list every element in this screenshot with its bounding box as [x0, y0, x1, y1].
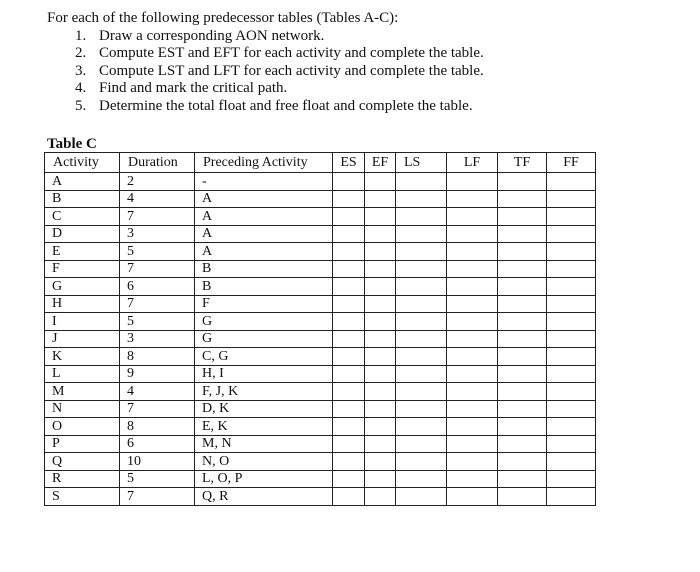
cell-ef	[365, 365, 396, 383]
cell-preceding-activity: Q, R	[195, 488, 333, 506]
table-row	[45, 243, 596, 261]
cell-ef	[365, 313, 396, 331]
cell-tf	[498, 383, 547, 401]
table-row	[45, 173, 596, 191]
cell-duration: 6	[120, 435, 195, 453]
cell-es	[333, 190, 365, 208]
cell-tf	[498, 260, 547, 278]
cell-preceding-activity: A	[195, 243, 333, 261]
cell-lf	[447, 400, 498, 418]
table-row	[45, 295, 596, 313]
cell-duration: 8	[120, 418, 195, 436]
cell-es	[333, 348, 365, 366]
cell-es	[333, 208, 365, 226]
cell-preceding-activity: G	[195, 330, 333, 348]
cell-tf	[498, 243, 547, 261]
cell-ff	[547, 418, 596, 436]
cell-es	[333, 488, 365, 506]
table-row	[45, 278, 596, 296]
cell-preceding-activity: H, I	[195, 365, 333, 383]
cell-es	[333, 365, 365, 383]
cell-ls	[396, 208, 447, 226]
cell-lf	[447, 330, 498, 348]
cell-ef	[365, 400, 396, 418]
cell-ls	[396, 313, 447, 331]
table-row	[45, 313, 596, 331]
cell-ls	[396, 453, 447, 471]
cell-lf	[447, 435, 498, 453]
cell-es	[333, 295, 365, 313]
cell-tf	[498, 435, 547, 453]
cell-lf	[447, 313, 498, 331]
cell-ff	[547, 400, 596, 418]
cell-ef	[365, 295, 396, 313]
cell-tf	[498, 470, 547, 488]
cell-activity: D	[45, 225, 120, 243]
cell-lf	[447, 173, 498, 191]
cell-ls	[396, 435, 447, 453]
header-ls: LS	[396, 153, 447, 173]
cell-activity: I	[45, 313, 120, 331]
cell-duration: 5	[120, 243, 195, 261]
header-tf: TF	[498, 153, 547, 173]
cell-ef	[365, 383, 396, 401]
cell-duration: 5	[120, 313, 195, 331]
cell-lf	[447, 190, 498, 208]
instruction-text: Draw a corresponding AON network.	[99, 27, 325, 44]
cell-es	[333, 260, 365, 278]
cell-preceding-activity: E, K	[195, 418, 333, 436]
cell-ls	[396, 260, 447, 278]
cell-ls	[396, 488, 447, 506]
cell-preceding-activity: M, N	[195, 435, 333, 453]
cell-duration: 9	[120, 365, 195, 383]
cell-duration: 4	[120, 383, 195, 401]
cell-es	[333, 173, 365, 191]
cell-ff	[547, 453, 596, 471]
cell-preceding-activity: L, O, P	[195, 470, 333, 488]
cell-ef	[365, 453, 396, 471]
cell-tf	[498, 190, 547, 208]
instruction-item	[47, 45, 484, 63]
instruction-number: 4.	[75, 80, 87, 97]
instruction-text: Compute LST and LFT for each activity and complete the table.	[99, 62, 484, 79]
cell-activity: O	[45, 418, 120, 436]
cell-duration: 4	[120, 190, 195, 208]
cell-lf	[447, 365, 498, 383]
cell-tf	[498, 453, 547, 471]
cell-activity: P	[45, 435, 120, 453]
cell-preceding-activity: A	[195, 225, 333, 243]
cell-ef	[365, 418, 396, 436]
cell-lf	[447, 208, 498, 226]
table-row	[45, 365, 596, 383]
cell-duration: 3	[120, 330, 195, 348]
cell-ff	[547, 173, 596, 191]
table-row	[45, 260, 596, 278]
cell-ls	[396, 418, 447, 436]
cell-lf	[447, 295, 498, 313]
cell-preceding-activity: F	[195, 295, 333, 313]
instruction-item	[47, 80, 484, 98]
instruction-number: 3.	[75, 62, 87, 79]
cell-es	[333, 330, 365, 348]
table-row	[45, 488, 596, 506]
cell-preceding-activity: B	[195, 278, 333, 296]
cell-duration: 7	[120, 260, 195, 278]
cell-tf	[498, 313, 547, 331]
cell-duration: 3	[120, 225, 195, 243]
cell-ff	[547, 208, 596, 226]
cell-tf	[498, 225, 547, 243]
table-row	[45, 190, 596, 208]
cell-ls	[396, 243, 447, 261]
cell-ff	[547, 260, 596, 278]
cell-ls	[396, 470, 447, 488]
header-ff: FF	[547, 153, 596, 173]
cell-ef	[365, 348, 396, 366]
instruction-item	[47, 63, 484, 81]
cell-lf	[447, 470, 498, 488]
cell-duration: 7	[120, 295, 195, 313]
cell-ls	[396, 348, 447, 366]
cell-es	[333, 243, 365, 261]
cell-activity: Q	[45, 453, 120, 471]
cell-ls	[396, 295, 447, 313]
table-row	[45, 348, 596, 366]
cell-activity: R	[45, 470, 120, 488]
cell-ef	[365, 470, 396, 488]
table-row	[45, 225, 596, 243]
instruction-item	[47, 28, 484, 46]
cell-activity: H	[45, 295, 120, 313]
cell-duration: 10	[120, 453, 195, 471]
header-es: ES	[333, 153, 365, 173]
header-ef: EF	[365, 153, 396, 173]
instruction-number: 5.	[75, 97, 87, 114]
cell-preceding-activity: F, J, K	[195, 383, 333, 401]
cell-tf	[498, 488, 547, 506]
cell-tf	[498, 278, 547, 296]
cell-es	[333, 383, 365, 401]
cell-ff	[547, 488, 596, 506]
cell-ls	[396, 383, 447, 401]
cell-preceding-activity: G	[195, 313, 333, 331]
cell-ef	[365, 243, 396, 261]
cell-ls	[396, 278, 447, 296]
cell-ff	[547, 470, 596, 488]
cell-ef	[365, 173, 396, 191]
cell-es	[333, 225, 365, 243]
cell-ef	[365, 435, 396, 453]
cell-activity: B	[45, 190, 120, 208]
cell-preceding-activity: D, K	[195, 400, 333, 418]
instructions	[47, 10, 484, 116]
cell-activity: N	[45, 400, 120, 418]
table-caption: Table C	[47, 136, 97, 152]
cell-es	[333, 453, 365, 471]
cell-lf	[447, 488, 498, 506]
cell-activity: C	[45, 208, 120, 226]
cell-ls	[396, 330, 447, 348]
cell-ff	[547, 313, 596, 331]
cell-ff	[547, 330, 596, 348]
cell-lf	[447, 383, 498, 401]
instruction-text: Find and mark the critical path.	[99, 80, 288, 97]
cell-ff	[547, 365, 596, 383]
header-activity: Activity	[45, 153, 120, 173]
cell-activity: E	[45, 243, 120, 261]
cell-ef	[365, 225, 396, 243]
cell-ls	[396, 225, 447, 243]
cell-preceding-activity: N, O	[195, 453, 333, 471]
cell-es	[333, 435, 365, 453]
instructions-list	[47, 28, 484, 116]
cell-es	[333, 418, 365, 436]
cell-preceding-activity: C, G	[195, 348, 333, 366]
table-row	[45, 383, 596, 401]
cell-preceding-activity: A	[195, 190, 333, 208]
cell-activity: S	[45, 488, 120, 506]
table-row	[45, 330, 596, 348]
table-row	[45, 453, 596, 471]
cell-ff	[547, 383, 596, 401]
instruction-number: 2.	[75, 45, 87, 62]
cell-preceding-activity: A	[195, 208, 333, 226]
predecessor-table	[44, 152, 596, 506]
cell-tf	[498, 418, 547, 436]
cell-duration: 6	[120, 278, 195, 296]
table-row	[45, 400, 596, 418]
cell-duration: 7	[120, 400, 195, 418]
cell-activity: J	[45, 330, 120, 348]
cell-ff	[547, 278, 596, 296]
cell-tf	[498, 400, 547, 418]
cell-ff	[547, 190, 596, 208]
cell-ls	[396, 173, 447, 191]
cell-duration: 8	[120, 348, 195, 366]
cell-ef	[365, 260, 396, 278]
cell-lf	[447, 453, 498, 471]
cell-es	[333, 313, 365, 331]
cell-preceding-activity: -	[195, 173, 333, 191]
cell-tf	[498, 295, 547, 313]
cell-ff	[547, 435, 596, 453]
instruction-text: Determine the total float and free float and complete the table.	[99, 97, 473, 114]
table-body	[45, 173, 596, 506]
instruction-number: 1.	[75, 27, 87, 44]
cell-tf	[498, 330, 547, 348]
cell-ff	[547, 348, 596, 366]
cell-lf	[447, 278, 498, 296]
cell-ff	[547, 243, 596, 261]
cell-activity: A	[45, 173, 120, 191]
cell-lf	[447, 225, 498, 243]
cell-ls	[396, 400, 447, 418]
instruction-item	[47, 98, 484, 116]
cell-activity: K	[45, 348, 120, 366]
instruction-text: Compute EST and EFT for each activity and complete the table.	[99, 45, 484, 62]
cell-activity: G	[45, 278, 120, 296]
table-row	[45, 418, 596, 436]
cell-tf	[498, 348, 547, 366]
cell-ls	[396, 190, 447, 208]
cell-activity: F	[45, 260, 120, 278]
cell-ef	[365, 330, 396, 348]
cell-duration: 5	[120, 470, 195, 488]
header-preceding-activity: Preceding Activity	[195, 153, 333, 173]
table-row	[45, 208, 596, 226]
cell-activity: M	[45, 383, 120, 401]
cell-ef	[365, 208, 396, 226]
cell-activity: L	[45, 365, 120, 383]
cell-ef	[365, 278, 396, 296]
cell-ls	[396, 365, 447, 383]
cell-ff	[547, 225, 596, 243]
table-header-row	[45, 153, 596, 173]
cell-duration: 7	[120, 488, 195, 506]
cell-ef	[365, 190, 396, 208]
header-duration: Duration	[120, 153, 195, 173]
cell-ff	[547, 295, 596, 313]
table-row	[45, 435, 596, 453]
cell-lf	[447, 348, 498, 366]
cell-tf	[498, 365, 547, 383]
cell-es	[333, 278, 365, 296]
cell-es	[333, 470, 365, 488]
cell-tf	[498, 208, 547, 226]
cell-duration: 7	[120, 208, 195, 226]
table-row	[45, 470, 596, 488]
cell-tf	[498, 173, 547, 191]
cell-lf	[447, 260, 498, 278]
cell-es	[333, 400, 365, 418]
cell-duration: 2	[120, 173, 195, 191]
cell-ef	[365, 488, 396, 506]
cell-preceding-activity: B	[195, 260, 333, 278]
cell-lf	[447, 418, 498, 436]
instructions-heading: For each of the following predecessor tables (Tables A-C):	[47, 10, 399, 26]
header-lf: LF	[447, 153, 498, 173]
cell-lf	[447, 243, 498, 261]
